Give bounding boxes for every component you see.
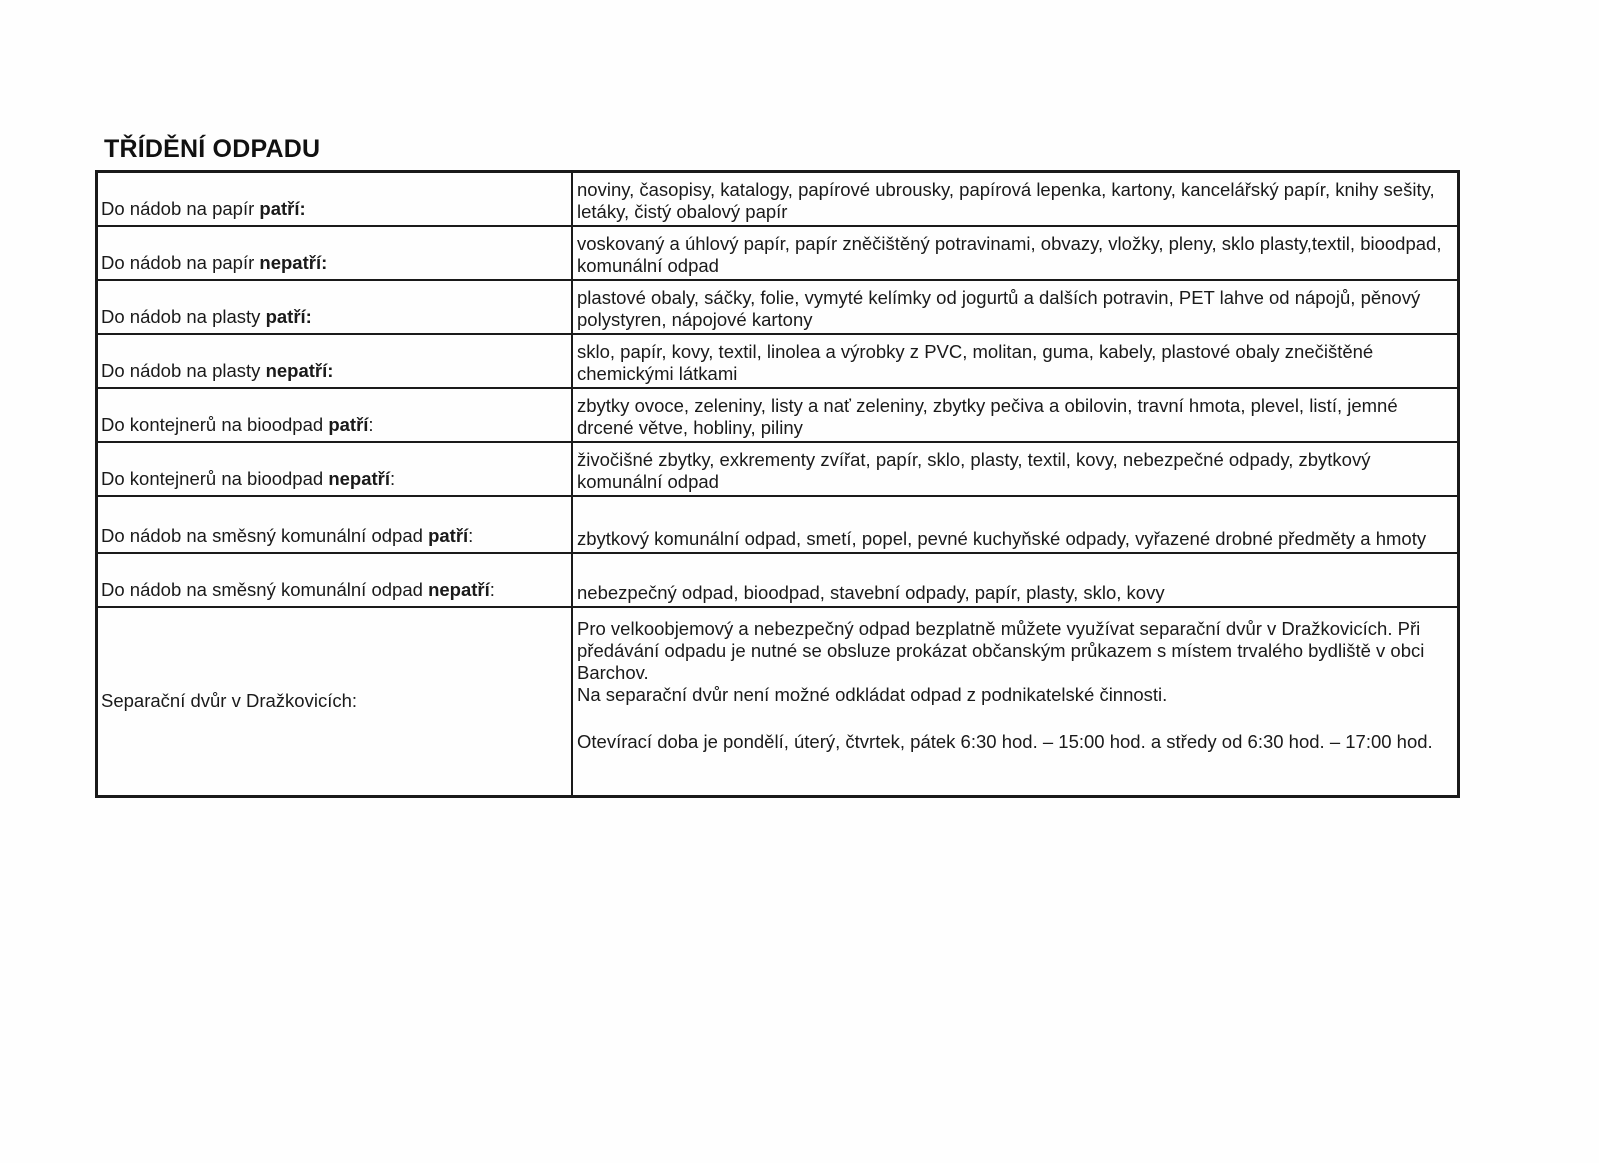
label-emphasis: nepatří:: [265, 359, 334, 381]
opening-hours: Otevírací doba je pondělí, úterý, čtvrtek, pátek 6:30 hod. – 15:00 hod. a středy od 6:30 hod. – 17:00 hod.: [577, 730, 1433, 752]
label-text: Do nádob na papír: [101, 197, 260, 219]
row-value: voskovaný a úhlový papír, papír zněčištěný potravinami, obvazy, vložky, pleny, sklo plasty,textil, bioodpad, komunální odpad: [572, 226, 1459, 280]
label-text: Do nádob na plasty: [101, 359, 266, 381]
row-value: zbytky ovoce, zeleniny, listy a nať zeleniny, zbytky pečiva a obilovin, travní hmota, plevel, listí, jemné drcené větve, hobliny, piliny: [572, 388, 1459, 442]
label-suffix: :: [368, 413, 374, 435]
row-label: [97, 442, 573, 496]
label-emphasis: nepatří: [428, 578, 490, 600]
label-emphasis: nepatří:: [259, 251, 328, 273]
separation-paragraph: Pro velkoobjemový a nebezpečný odpad bezplatně můžete využívat separační dvůr v Dražkovicích. Při předávání odpadu je nutné se obsluze prokázat občanským průkazem s místem trvalého bydliště v obci Barchov.: [577, 617, 1425, 683]
row-value: nebezpečný odpad, bioodpad, stavební odpady, papír, plasty, sklo, kovy: [572, 553, 1459, 607]
row-label: [97, 496, 573, 553]
table-row-separation-yard: [97, 607, 1459, 797]
table-row: [97, 226, 1459, 280]
label-suffix: :: [468, 524, 474, 546]
waste-sorting-table: [95, 170, 1460, 798]
row-value: [572, 607, 1459, 797]
label-emphasis: patří: [428, 524, 469, 546]
row-value: živočišné zbytky, exkrementy zvířat, papír, sklo, plasty, textil, kovy, nebezpečné odpady, zbytkový komunální odpad: [572, 442, 1459, 496]
label-text: Do nádob na směsný komunální odpad: [101, 524, 429, 546]
row-label: Separační dvůr v Dražkovicích:: [97, 607, 573, 797]
row-label: [97, 553, 573, 607]
label-text: Do kontejnerů na bioodpad: [101, 467, 329, 489]
row-label: [97, 172, 573, 226]
separation-paragraph: Na separační dvůr není možné odkládat odpad z podnikatelské činnosti.: [577, 683, 1168, 705]
table-row: [97, 388, 1459, 442]
row-label: [97, 388, 573, 442]
label-text: Do nádob na plasty: [101, 305, 266, 327]
row-value: sklo, papír, kovy, textil, linolea a výrobky z PVC, molitan, guma, kabely, plastové obaly znečištěné chemickými látkami: [572, 334, 1459, 388]
label-suffix: :: [489, 578, 495, 600]
table-row: [97, 280, 1459, 334]
label-emphasis: patří:: [265, 305, 312, 327]
label-emphasis: patří: [328, 413, 369, 435]
label-text: Do nádob na papír: [101, 251, 260, 273]
label-emphasis: nepatří: [328, 467, 390, 489]
label-text: Do nádob na směsný komunální odpad: [101, 578, 429, 600]
label-text: Do kontejnerů na bioodpad: [101, 413, 329, 435]
row-value: zbytkový komunální odpad, smetí, popel, pevné kuchyňské odpady, vyřazené drobné předměty a hmoty: [572, 496, 1459, 553]
page-title: TŘÍDĚNÍ ODPADU: [104, 135, 321, 163]
table-row: [97, 172, 1459, 226]
label-suffix: :: [390, 467, 396, 489]
table-row: [97, 553, 1459, 607]
row-label: [97, 280, 573, 334]
row-value: plastové obaly, sáčky, folie, vymyté kelímky od jogurtů a dalších potravin, PET lahve od nápojů, pěnový polystyren, nápojové kartony: [572, 280, 1459, 334]
table-row: [97, 442, 1459, 496]
table-row: [97, 496, 1459, 553]
paragraph-gap: [577, 706, 1453, 731]
row-label: [97, 334, 573, 388]
label-emphasis: patří:: [259, 197, 306, 219]
row-label: [97, 226, 573, 280]
row-value: noviny, časopisy, katalogy, papírové ubrousky, papírová lepenka, kartony, kancelářský papír, knihy sešity, letáky, čistý obalový papír: [572, 172, 1459, 226]
table-row: [97, 334, 1459, 388]
